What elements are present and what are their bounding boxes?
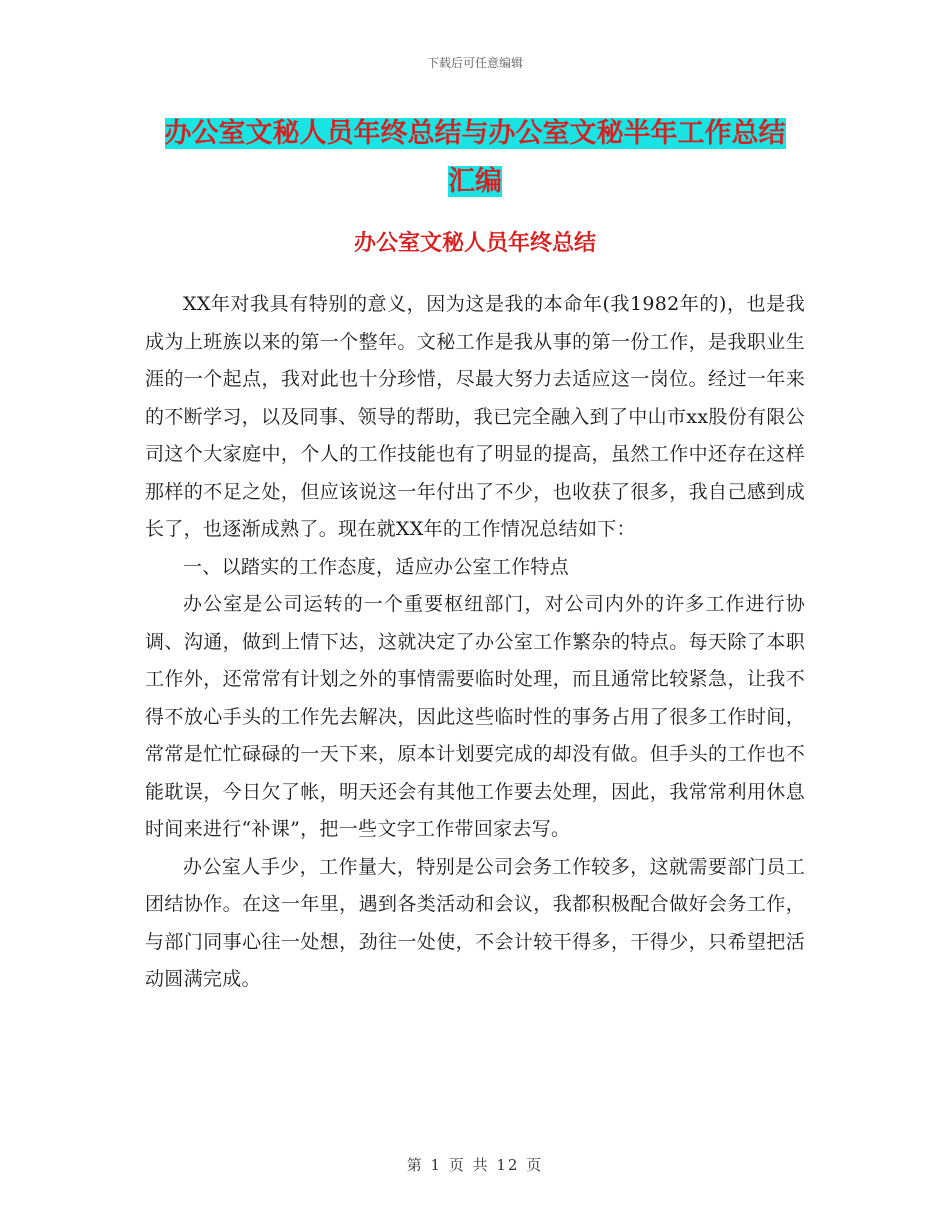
document-title-line1: 办公室文秘人员年终总结与办公室文秘半年工作总结 (164, 118, 786, 149)
paragraph-heading-1: 一、以踏实的工作态度，适应办公室工作特点 (183, 555, 570, 578)
body-text (145, 286, 805, 999)
paragraph-intro: XX年对我具有特别的意义，因为这是我的本命年(我1982年的)，也是我成为上班族以来的第一个整年。文秘工作是我从事的第一份工作，是我职业生涯的一个起点，我对此也十分珍惜，尽最大努力去适应这一岗位。经过一年来的不断学习，以及同事、领导的帮助，我已完全融入到了中山市xx股份有限公司这个大家庭中，个人的工作技能也有了明显的提高，虽然工作中还存在这样那样的不足之处，但应该说这一年付出了不少，也收获了很多，我自己感到成长了，也逐渐成熟了。现在就XX年的工作情况总结如下： (145, 293, 805, 540)
header-note: 下载后可任意编辑 (426, 56, 523, 70)
document-title (150, 110, 800, 206)
page-footer: 第 1 页 共 12 页 (406, 1156, 544, 1174)
document-title-line2: 汇编 (448, 166, 502, 197)
paragraph-office-duties: 办公室是公司运转的一个重要枢纽部门，对公司内外的许多工作进行协调、沟通，做到上情下达，这就决定了办公室工作繁杂的特点。每天除了本职工作外，还常常有计划之外的事情需要临时处理，而且通常比较紧急，让我不得不放心手头的工作先去解决，因此这些临时性的事务占用了很多工作时间，常常是忙忙碌碌的一天下来，原本计划要完成的却没有做。但手头的工作也不能耽误，今日欠了帐，明天还会有其他工作要去处理，因此，我常常利用休息时间来进行“补课”，把一些文字工作带回家去写。 (145, 593, 805, 840)
paragraph-teamwork: 办公室人手少，工作量大，特别是公司会务工作较多，这就需要部门员工团结协作。在这一年里，遇到各类活动和会议，我都积极配合做好会务工作，与部门同事心往一处想，劲往一处使，不会计较干得多，干得少，只希望把活动圆满完成。 (145, 855, 805, 990)
section-title: 办公室文秘人员年终总结 (353, 230, 596, 256)
